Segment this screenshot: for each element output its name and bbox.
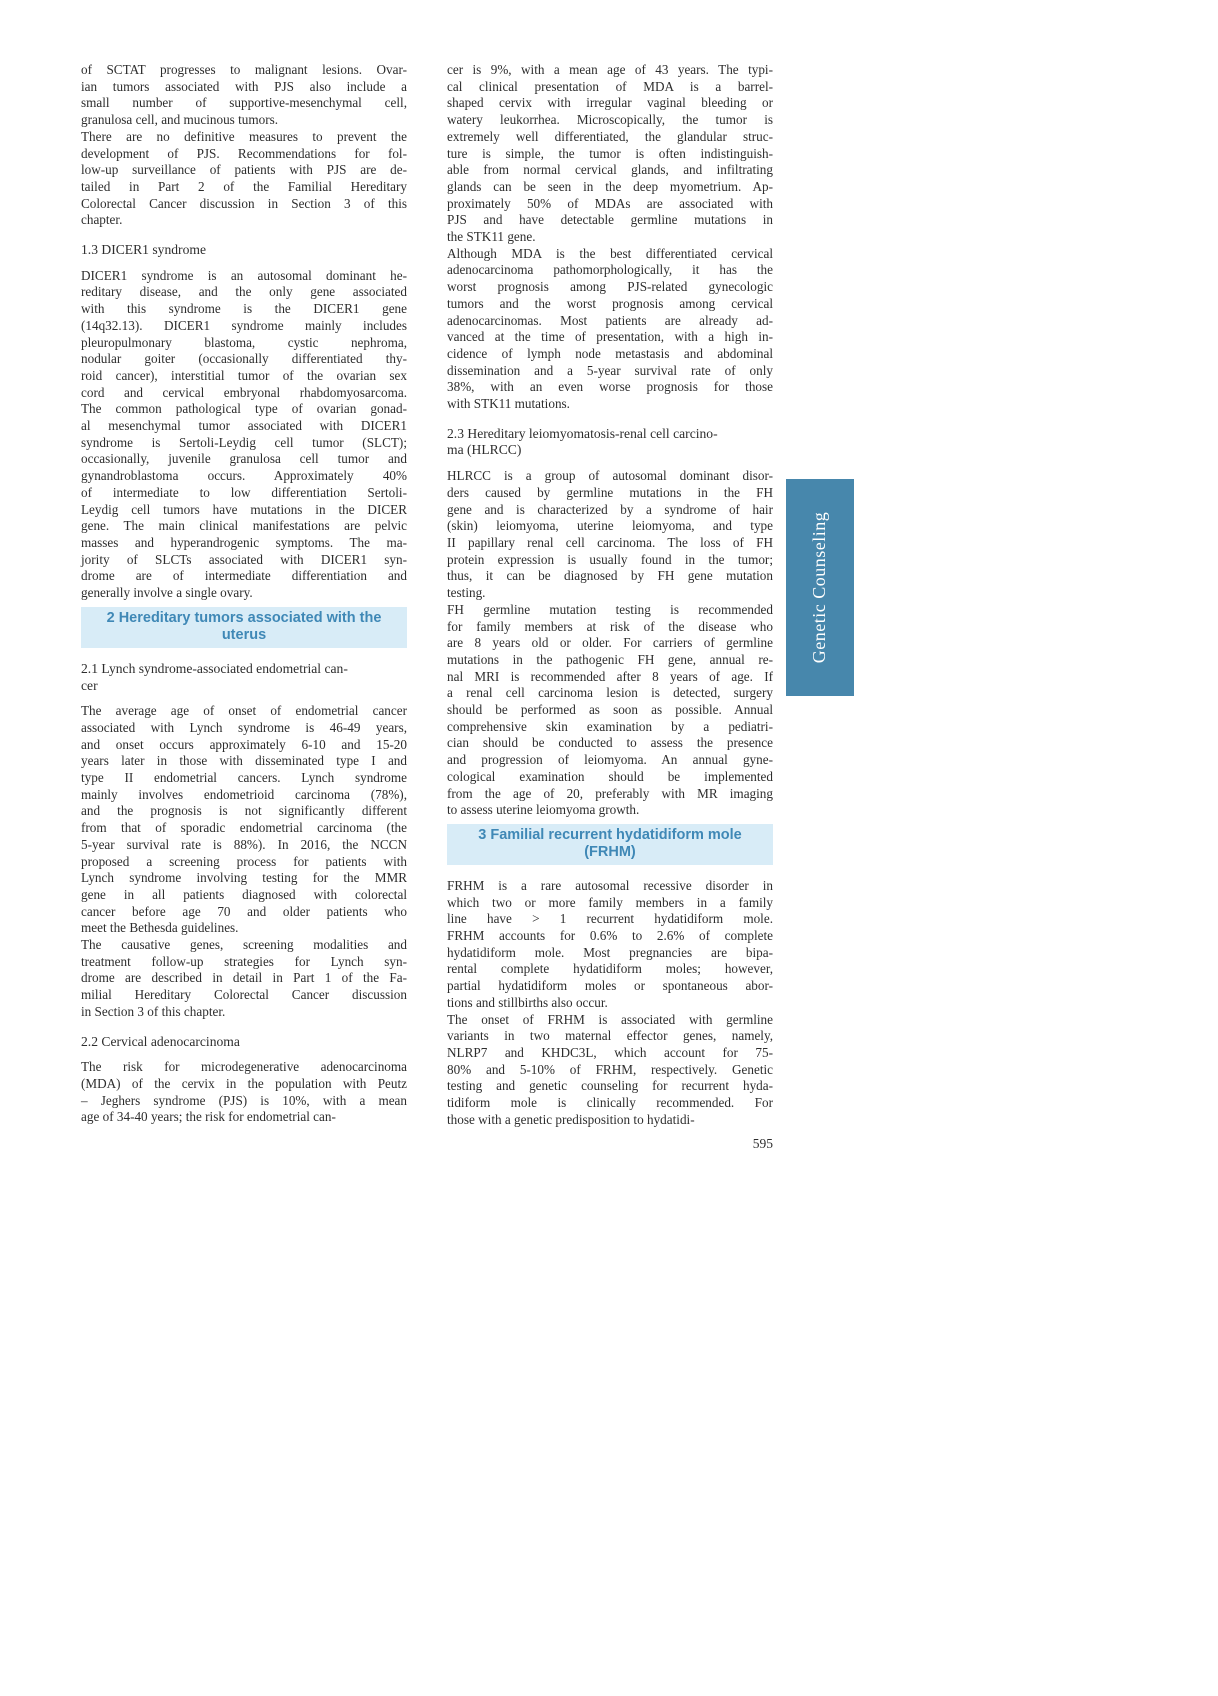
text-line: 3 Familial recurrent hydatidiform mole [478,826,742,843]
text-line: the STK11 gene. [447,229,536,245]
text-line: The average age of onset of endometrial cancer [81,703,407,719]
text-line: and the prognosis is not significantly different [81,803,407,819]
text-line: mainly involves endometrioid carcinoma (78%), [81,786,407,802]
text-line: drome are of intermediate differentiation and [81,568,407,584]
text-line: cological examination should be implemented [447,768,773,784]
text-line: FRHM accounts for 0.6% to 2.6% of complete [447,928,773,944]
text-line: cord and cervical embryonal rhabdomyosarcoma. [81,384,407,400]
text-line: (skin) leiomyoma, uterine leiomyoma, and type [447,518,773,534]
subsection-heading [447,426,773,459]
text-line: granulosa cell, and mucinous tumors. [81,112,279,128]
text-line: ders caused by germline mutations in the FH [447,484,773,500]
text-line: should be performed as soon as possible. Annual [447,702,773,718]
text-line: dissemination and a 5-year survival rate of only [447,362,773,378]
page-number: 595 [752,1136,773,1151]
text-line: and onset occurs approximately 6-10 and 15-20 [81,736,407,752]
text-line: hydatidiform mole. Most pregnancies are bipa- [447,944,773,960]
text-line: mutations in the pathogenic FH gene, annual re- [447,651,773,667]
left-column [81,62,407,1126]
text-line: watery leukorrhea. Microscopically, the tumor is [447,112,773,128]
text-line: development of PJS. Recommendations for fol- [81,145,407,161]
paragraph [81,937,407,1021]
text-line: from that of sporadic endometrial carcinoma (the [81,820,407,836]
text-line: jority of SLCTs associated with DICER1 syn- [81,551,407,567]
text-line: The onset of FRHM is associated with germline [447,1011,773,1027]
text-line: to assess uterine leiomyoma growth. [447,802,640,818]
text-line: FH germline mutation testing is recommended [447,601,773,617]
text-line: glands can be seen in the deep myometrium. Ap- [447,178,773,194]
paragraph [447,602,773,819]
text-line: 1.3 DICER1 syndrome [81,242,206,258]
text-line: nodular goiter (occasionally differentiated thy- [81,351,407,367]
text-line: age of 34-40 years; the risk for endometrial can- [81,1109,336,1125]
text-line: cal clinical presentation of MDA is a barrel- [447,78,773,94]
text-line: generally involve a single ovary. [81,585,253,601]
text-line: 38%, with an even worse prognosis for those [447,379,773,395]
text-line: proximately 50% of MDAs are associated with [447,195,773,211]
text-line: cancer before age 70 and older patients who [81,903,407,919]
text-line: type II endometrial cancers. Lynch syndrome [81,770,407,786]
text-line: syndrome is Sertoli-Leydig cell tumor (SLCT); [81,434,407,450]
text-line: drome are described in detail in Part 1 of the Fa- [81,970,407,986]
text-line: are 8 years old or older. For carriers of germline [447,635,773,651]
text-line: Colorectal Cancer discussion in Section 3 of this [81,195,407,211]
text-line: meet the Bethesda guidelines. [81,920,239,936]
text-line: (14q32.13). DICER1 syndrome mainly includes [81,317,407,333]
text-line: ture is simple, the tumor is often indistinguish- [447,145,773,161]
paragraph [447,62,773,246]
text-line: NLRP7 and KHDC3L, which account for 75- [447,1044,773,1060]
text-line: rental complete hydatidiform moles; however, [447,961,773,977]
text-line: ma (HLRCC) [447,442,522,458]
text-line: pleuropulmonary blastoma, cystic nephroma, [81,334,407,350]
text-line: low-up surveillance of patients with PJS are de- [81,162,407,178]
text-line: tailed in Part 2 of the Familial Hereditary [81,178,407,194]
text-line: DICER1 syndrome is an autosomal dominant he- [81,267,407,283]
text-line: cian should be conducted to assess the presence [447,735,773,751]
text-line: a renal cell carcinoma lesion is detected, surgery [447,685,773,701]
text-line: cer is 9%, with a mean age of 43 years. The typi- [447,62,773,77]
text-line: testing. [447,585,486,601]
text-line: 5-year survival rate is 88%). In 2016, the NCCN [81,836,407,852]
text-line: milial Hereditary Colorectal Cancer discussion [81,987,407,1003]
text-line: cer [81,677,98,693]
text-line: The causative genes, screening modalities and [81,937,407,953]
text-line: FRHM is a rare autosomal recessive disorder in [447,877,773,893]
text-line: comprehensive skin examination by a pediatri- [447,718,773,734]
text-line: roid cancer), interstitial tumor of the ovarian sex [81,367,407,383]
text-line: gene. The main clinical manifestations are pelvic [81,518,407,534]
paragraph [81,129,407,229]
text-line: worst prognosis among PJS-related gynecologic [447,279,773,295]
text-line: variants in two maternal effector genes, namely, [447,1028,773,1044]
text-line: 2.1 Lynch syndrome-associated endometrial can- [81,660,348,676]
text-line: masses and hyperandrogenic symptoms. The ma- [81,534,407,550]
text-line: PJS and have detectable germline mutations in [447,212,773,228]
text-line: with this syndrome is the DICER1 gene [81,301,407,317]
text-line: for family members at risk of the disease who [447,618,773,634]
text-line: associated with Lynch syndrome is 46-49 years, [81,719,407,735]
section-heading [447,824,773,865]
chapter-side-tab [786,479,854,696]
text-line: thus, it can be diagnosed by FH gene mutation [447,568,773,584]
paragraph [447,1012,773,1129]
text-line: Although MDA is the best differentiated cervical [447,245,773,261]
text-line: 80% and 5-10% of FRHM, respectively. Genetic [447,1061,773,1077]
text-line: 2.3 Hereditary leiomyomatosis-renal cell carcino- [447,425,718,441]
text-line: 2 Hereditary tumors associated with the [106,609,382,626]
text-line: – Jeghers syndrome (PJS) is 10%, with a mean [81,1092,407,1108]
text-line: those with a genetic predisposition to hydatidi- [447,1111,695,1127]
text-line: of SCTAT progresses to malignant lesions. Ovar- [81,62,407,77]
text-line: ian tumors associated with PJS also include a [81,78,407,94]
text-line: The risk for microdegenerative adenocarcinoma [81,1059,407,1075]
text-line: vanced at the time of presentation, with a high in- [447,329,773,345]
text-line: (MDA) of the cervix in the population with Peutz [81,1075,407,1091]
text-line: extremely well differentiated, the glandular struc- [447,128,773,144]
text-line: HLRCC is a group of autosomal dominant disor- [447,468,773,484]
text-line: gene and is characterized by a syndrome of hair [447,501,773,517]
text-line: al mesenchymal tumor associated with DICER1 [81,418,407,434]
text-line: adenocarcinomas. Most patients are already ad- [447,312,773,328]
text-line: treatment follow-up strategies for Lynch syn- [81,953,407,969]
text-line: from the age of 20, preferably with MR imaging [447,785,773,801]
text-line: Lynch syndrome involving testing for the MMR [81,870,407,886]
text-line: with STK11 mutations. [447,396,570,412]
text-line: of intermediate to low differentiation Sertoli- [81,484,407,500]
subsection-heading [81,661,407,694]
text-line: years later in those with disseminated type I and [81,753,407,769]
text-line: 2.2 Cervical adenocarcinoma [81,1033,240,1049]
text-line: There are no definitive measures to prevent the [81,128,407,144]
text-line: The common pathological type of ovarian gonad- [81,401,407,417]
paragraph [81,62,407,129]
paragraph [81,1059,407,1126]
text-line: tumors and the worst prognosis among cervical [447,295,773,311]
chapter-side-tab-label: Genetic Counseling [809,511,830,664]
subsection-heading [81,1034,407,1051]
text-line: Leydig cell tumors have mutations in the DICER [81,501,407,517]
text-line: gynandroblastoma occurs. Approximately 40% [81,468,407,484]
paragraph [81,268,407,602]
text-line: shaped cervix with irregular vaginal bleeding or [447,95,773,111]
text-line: reditary disease, and the only gene associated [81,284,407,300]
text-line: which two or more family members in a family [447,894,773,910]
text-line: in Section 3 of this chapter. [81,1003,226,1019]
text-line: small number of supportive-mesenchymal cell, [81,95,407,111]
text-line: protein expression is usually found in the tumor; [447,551,773,567]
subsection-heading [81,242,407,259]
text-line: tions and stillbirths also occur. [447,994,608,1010]
paragraph [81,703,407,937]
paragraph [447,246,773,413]
paragraph [447,468,773,602]
text-line: partial hydatidiform moles or spontaneous abor- [447,978,773,994]
section-heading [81,607,407,648]
paragraph [447,878,773,1012]
text-line: uterus [221,627,267,644]
text-line: adenocarcinoma pathomorphologically, it has the [447,262,773,278]
text-line: and progression of leiomyoma. An annual gyne- [447,752,773,768]
text-line: nal MRI is recommended after 8 years of age. If [447,668,773,684]
right-column [447,62,773,1128]
text-line: line have > 1 recurrent hydatidiform mole. [447,911,773,927]
text-line: II papillary renal cell carcinoma. The loss of FH [447,534,773,550]
text-line: chapter. [81,212,123,228]
text-line: able from normal cervical glands, and infiltrating [447,162,773,178]
text-line: gene in all patients diagnosed with colorectal [81,886,407,902]
text-line: testing and genetic counseling for recurrent hyda- [447,1078,773,1094]
text-line: tidiform mole is clinically recommended. For [447,1095,773,1111]
text-line: proposed a screening process for patients with [81,853,407,869]
text-line: (FRHM) [584,844,636,861]
text-line: cidence of lymph node metastasis and abdominal [447,345,773,361]
text-line: occasionally, juvenile granulosa cell tumor and [81,451,407,467]
